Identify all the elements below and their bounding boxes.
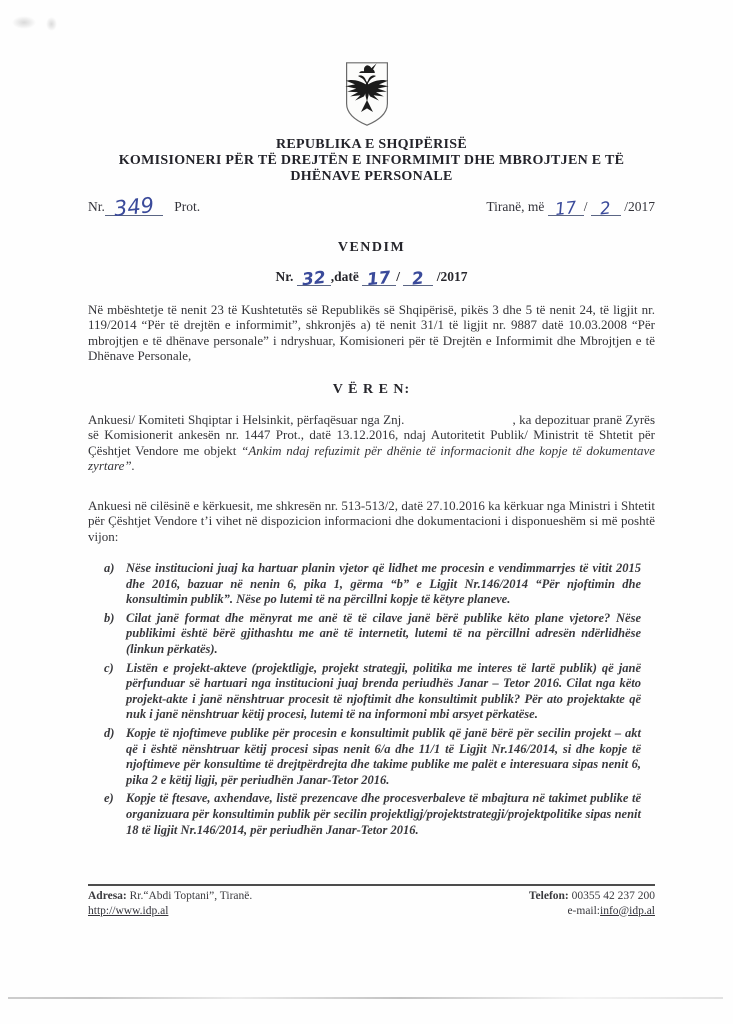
list-marker: e) xyxy=(104,791,114,806)
list-item-d xyxy=(104,726,641,788)
footer-right xyxy=(529,889,655,918)
decision-day-handwritten: 17 xyxy=(366,267,393,291)
list-text: Kopje të njoftimeve publike për procesin e konsultimit publik që janë bërë për secilin projekt – akt që i është nënshtruar këtij procesi sipas nenit 6/a dhe 11/1 të Ligjit Nr.146/2014, si dhe kopje të njoftimeve për konsultime të drejtpërdrejta dhe takime publike me palët e interesuara sipas nenit 6, pika 2 e këtij ligji, për periudhën Janar-Tetor 2016. xyxy=(126,725,641,787)
address-value: Rr.“Abdi Toptani”, Tiranë. xyxy=(129,890,253,902)
protocol-number-handwritten: 349 xyxy=(112,192,156,222)
footer xyxy=(88,884,655,918)
protocol-number-underline xyxy=(105,192,163,222)
decision-month-underline xyxy=(403,268,433,290)
list-text: Nëse institucioni juaj ka hartuar planin vjetor që lidhet me procesin e vendimmarrjes të vitit 2015 dhe 2016, bazuar në nenin 6, pika 1, gërma “b” e Ligjit Nr.146/2014 “Për njoftimin dhe konsultimin publik”. Nëse po lutemi të na përcillni kopje të këtyre planeve. xyxy=(126,561,641,607)
list-item-e xyxy=(104,791,641,838)
decision-nr-underline xyxy=(297,267,331,291)
decision-nr-handwritten: 32 xyxy=(300,267,327,291)
protocol-prot-label: Prot. xyxy=(174,199,201,214)
protocol-row xyxy=(88,192,655,222)
list-marker: b) xyxy=(104,610,115,625)
scan-smudge xyxy=(46,17,57,31)
protocol-number-label: Nr. xyxy=(88,199,105,214)
phone-label: Telefon: xyxy=(528,890,569,902)
complaint-text-before: Ankuesi/ Komiteti Shqiptar i Helsinkit, përfaqësuar nga Znj. xyxy=(88,412,405,427)
scan-artifact-line xyxy=(8,997,723,999)
footer-left xyxy=(88,889,252,918)
list-text: Kopje të ftesave, axhendave, listë prezencave dhe procesverbaleve të mbajtura në takimet publike të organizuara për konsultimin publik për secilin projektligj/projektstrategji/projektpolitike sipas nenit 18 të ligjit Nr.146/2014, për periudhën Janar-Tetor 2016. xyxy=(126,791,641,837)
list-item-c xyxy=(104,661,641,723)
date-slash: / xyxy=(583,199,588,214)
decision-year-text: /2017 xyxy=(436,269,468,284)
footer-address xyxy=(88,889,252,904)
scan-smudge xyxy=(12,16,36,29)
place-date-label: Tiranë, më xyxy=(486,199,545,214)
list-marker: d) xyxy=(104,725,115,740)
list-marker: a) xyxy=(104,561,115,575)
paragraph-legal-basis: Në mbështetje të nenit 23 të Kushtetutës së Republikës së Shqipërisë, pikës 3 dhe 5 të nenit 24, të ligjit nr. 119/2014 “Për të drejtën e informimit”, shkronjës a) të nenit 31/1 të ligjit nr. 9887 datë 10.03.2008 “Për mbrojtjen e të dhënave personale” i ndryshuar, Komisioneri për të Drejtën e Informimit dhe Mbrojtjen e të Dhënave Personale, xyxy=(88,302,655,363)
decision-date-label: ,datë xyxy=(330,269,359,284)
year-text: /2017 xyxy=(624,199,655,214)
address-label: Adresa: xyxy=(88,890,127,902)
footer-email xyxy=(529,904,655,919)
phone-value: 00355 42 237 200 xyxy=(571,890,655,902)
decision-title: VENDIM xyxy=(337,240,406,255)
place-date xyxy=(486,197,655,221)
decision-day-underline xyxy=(362,267,396,291)
complaint-text-after: , ka depozituar pranë Zyrës së Komisionerit ankesën nr. 1447 Prot., datë 13.12.2016, ndaj Autoritetit Publik/ Ministrit të Shtetit për Çështjet Vendore me objekt xyxy=(88,412,655,458)
email-label: e-mail: xyxy=(567,904,601,917)
protocol-number xyxy=(88,192,201,222)
paragraph-request: Ankuesi në cilësinë e kërkuesit, me shkresën nr. 513-513/2, datë 27.10.2016 ka kërkuar nga Ministri i Shtetit për Çështjet Vendore t’i vihet në dispozicion informacioni dhe dokumentacioni i disponueshëm si më poshtë vijon: xyxy=(88,498,655,544)
month-handwritten: 2 xyxy=(599,198,613,220)
decision-slash: / xyxy=(396,269,400,284)
institution-title-line2: DHËNAVE PERSONALE xyxy=(290,169,453,184)
list-marker: c) xyxy=(104,660,114,675)
request-list xyxy=(88,561,655,841)
list-item-b xyxy=(104,611,641,658)
list-text: Listën e projekt-akteve (projektligje, projekt strategji, politika me interes të lartë publik) që janë përfunduar së hartuari nga institucioni juaj brenda periudhës Janar – Tetor 2016. Cilat nga këto projekt-akte i janë nënshtruar procesit të njoftimit dhe konsultimit publik? Për ato projektakte që nuk i janë nënshtruar këtij procesi, lutemi të na informoni mbi arsyet përkatëse. xyxy=(126,660,641,722)
day-handwritten: 17 xyxy=(553,197,578,221)
complaint-object: “Ankim ndaj refuzimit për dhënie të informacionit dhe kopje të dokumentave zyrtare”. xyxy=(88,442,655,473)
institution-title-line1: KOMISIONERI PËR TË DREJTËN E INFORMIMIT DHE MBROJTJEN E TË xyxy=(118,153,625,168)
decision-number-line xyxy=(88,267,655,291)
veren-heading: V Ë R E N: xyxy=(332,382,411,397)
decision-month-handwritten: 2 xyxy=(411,268,426,290)
decision-nr-label: Nr. xyxy=(275,269,294,284)
paragraph-complaint xyxy=(88,412,655,473)
footer-phone xyxy=(529,889,655,904)
day-underline xyxy=(548,197,584,221)
month-underline xyxy=(591,198,621,220)
document-header xyxy=(88,137,655,185)
republic-title: REPUBLIKA E SHQIPËRISË xyxy=(276,137,467,152)
list-text: Cilat janë format dhe mënyrat me anë të të cilave janë bërë publike këto plane vjetore? Nëse publikimi është bërë gjithashtu me anë të internetit, lutemi të na përcillni adresën ndërlidhëse (linkun përkatës). xyxy=(126,610,641,656)
albanian-coat-of-arms-icon xyxy=(337,58,397,135)
email-value: info@idp.al xyxy=(600,904,655,917)
footer-website-link: http://www.idp.al xyxy=(88,904,169,917)
list-item-a xyxy=(104,561,641,608)
